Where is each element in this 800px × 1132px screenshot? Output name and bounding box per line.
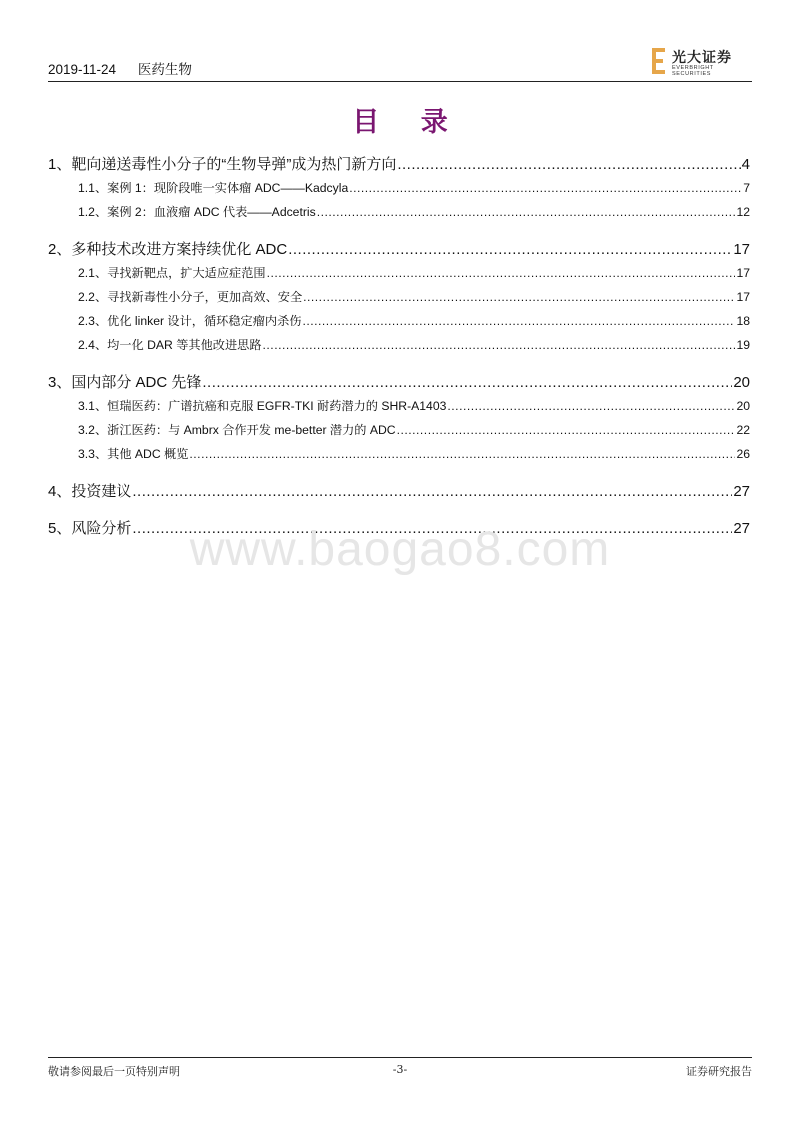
- logo-mark-icon: [652, 48, 666, 74]
- toc-dot-leader: [288, 241, 732, 258]
- toc-entry-title[interactable]: 寻找新毒性小分子，更加高效、安全: [107, 290, 303, 304]
- toc-entry-number: 3.1、: [78, 399, 108, 413]
- toc-dot-leader: [132, 483, 732, 500]
- toc-entry-title[interactable]: 多种技术改进方案持续优化 ADC: [71, 241, 288, 258]
- toc-entry-number: 2.1、: [78, 266, 108, 280]
- toc-section-entry[interactable]: [48, 480, 750, 506]
- toc-dot-leader: [267, 266, 736, 280]
- toc-entry-title[interactable]: 优化 linker 设计，循环稳定瘤内杀伤: [107, 314, 302, 328]
- toc-spacer: [48, 227, 750, 235]
- toc-spacer: [48, 469, 750, 477]
- logo-text-en: EVERBRIGHT SECURITIES: [672, 65, 714, 77]
- toc-entry-title[interactable]: 投资建议: [71, 483, 132, 500]
- header-meta: [48, 58, 210, 78]
- toc-spacer: [48, 360, 750, 368]
- toc-spacer: [48, 506, 750, 514]
- toc-section-entry[interactable]: [48, 371, 750, 397]
- toc-entry-page[interactable]: 22: [736, 423, 750, 437]
- toc-entry-number: 3、: [48, 374, 72, 391]
- toc-dot-leader: [447, 399, 735, 413]
- report-date: 2019-11-24: [48, 62, 117, 77]
- toc-dot-leader: [263, 338, 736, 352]
- toc-entry-number: 2、: [48, 241, 72, 258]
- toc-entry-page[interactable]: 4: [741, 156, 750, 173]
- toc-entry-title[interactable]: 均一化 DAR 等其他改进思路: [107, 338, 262, 352]
- page-footer: [48, 1057, 752, 1078]
- toc-entry-page[interactable]: 20: [733, 374, 750, 391]
- toc-entry-page[interactable]: 17: [733, 241, 750, 258]
- toc-subsection-entry[interactable]: [48, 312, 750, 336]
- toc-entry-number: 4、: [48, 483, 72, 500]
- toc-dot-leader: [302, 314, 735, 328]
- toc-entry-page[interactable]: 12: [736, 205, 750, 219]
- toc-entry-number: 2.2、: [78, 290, 108, 304]
- toc-dot-leader: [397, 156, 740, 173]
- toc-subsection-entry[interactable]: [48, 203, 750, 227]
- toc-entry-title[interactable]: 风险分析: [71, 520, 132, 537]
- toc-entry-number: 1.1、: [78, 181, 108, 195]
- toc-title: 目 录: [352, 107, 464, 138]
- toc-entry-number: 3.2、: [78, 423, 108, 437]
- logo-text-cn: 光大证券: [672, 50, 732, 66]
- toc-entry-page[interactable]: 17: [736, 290, 750, 304]
- footer-report-type: 证券研究报告: [686, 1065, 752, 1078]
- toc-entry-title[interactable]: 靶向递送毒性小分子的“生物导弹”成为热门新方向: [71, 156, 397, 173]
- toc-subsection-entry[interactable]: [48, 421, 750, 445]
- header-divider: [48, 81, 752, 82]
- toc-dot-leader: [303, 290, 735, 304]
- toc-dot-leader: [317, 205, 736, 219]
- toc-dot-leader: [397, 423, 736, 437]
- report-category: 医药生物: [137, 62, 192, 77]
- toc-subsection-entry[interactable]: [48, 264, 750, 288]
- toc-entry-page[interactable]: 17: [736, 266, 750, 280]
- toc-section-entry[interactable]: [48, 238, 750, 264]
- toc-entry-number: 1.2、: [78, 205, 108, 219]
- company-logo: [652, 48, 752, 78]
- toc-dot-leader: [202, 374, 732, 391]
- toc-subsection-entry[interactable]: [48, 336, 750, 360]
- toc-entry-number: 2.3、: [78, 314, 108, 328]
- toc-subsection-entry[interactable]: [48, 179, 750, 203]
- toc-entry-page[interactable]: 7: [743, 181, 750, 195]
- toc-entry-number: 3.3、: [78, 447, 108, 461]
- toc-entry-number: 5、: [48, 520, 72, 537]
- toc-section-entry[interactable]: [48, 153, 750, 179]
- toc-entry-title[interactable]: 寻找新靶点，扩大适应症范围: [107, 266, 266, 280]
- toc-dot-leader: [349, 181, 742, 195]
- toc-entry-number: 1、: [48, 156, 72, 173]
- toc-entry-title[interactable]: 其他 ADC 概览: [107, 447, 189, 461]
- toc-entry-page[interactable]: 19: [736, 338, 750, 352]
- toc-entry-page[interactable]: 20: [736, 399, 750, 413]
- page-header: [48, 52, 752, 82]
- toc-subsection-entry[interactable]: [48, 288, 750, 312]
- toc-entry-page[interactable]: 26: [736, 447, 750, 461]
- toc-entry-title[interactable]: 浙江医药：与 Ambrx 合作开发 me-better 潜力的 ADC: [107, 423, 396, 437]
- toc-entry-title[interactable]: 案例 2：血液瘤 ADC 代表——Adcetris: [107, 205, 316, 219]
- toc-entry-title[interactable]: 恒瑞医药：广谱抗癌和克服 EGFR-TKI 耐药潜力的 SHR-A1403: [107, 399, 447, 413]
- table-of-contents: [48, 150, 750, 551]
- toc-entry-number: 2.4、: [78, 338, 108, 352]
- footer-disclaimer: 敬请参阅最后一页特别声明: [48, 1065, 180, 1078]
- toc-subsection-entry[interactable]: [48, 397, 750, 421]
- toc-dot-leader: [189, 447, 735, 461]
- watermark: www.baogao8.com: [189, 523, 611, 576]
- toc-entry-page[interactable]: 18: [736, 314, 750, 328]
- toc-entry-title[interactable]: 案例 1：现阶段唯一实体瘤 ADC——Kadcyla: [107, 181, 349, 195]
- toc-entry-page[interactable]: 27: [733, 520, 750, 537]
- toc-entry-title[interactable]: 国内部分 ADC 先锋: [71, 374, 202, 391]
- toc-entry-page[interactable]: 27: [733, 483, 750, 500]
- page-number: -3-: [392, 1063, 408, 1076]
- toc-subsection-entry[interactable]: [48, 445, 750, 469]
